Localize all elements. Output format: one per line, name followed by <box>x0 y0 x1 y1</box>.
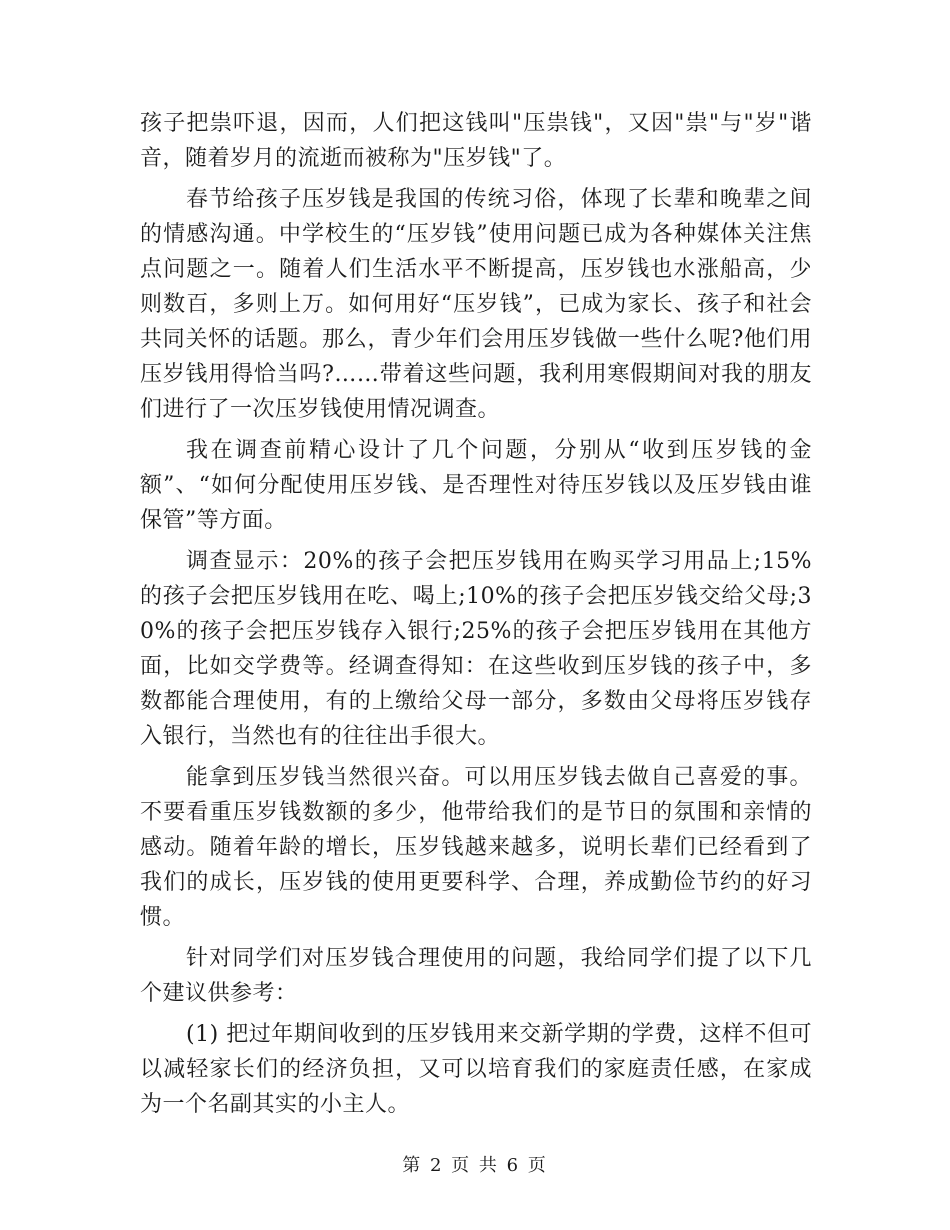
paragraph-6: 针对同学们对压岁钱合理使用的问题，我给同学们提了以下几个建议供参考： <box>140 946 812 1006</box>
paragraph-7: (1) 把过年期间收到的压岁钱用来交新学期的学费，这样不但可以减轻家长们的经济负担，又可以培育我们的家庭责任感，在家成为一个名副其实的小主人。 <box>140 1022 812 1117</box>
page-number-footer: 第 2 页 共 6 页 <box>402 1155 548 1176</box>
paragraph-3: 我在调查前精心设计了几个问题，分别从“收到压岁钱的金额”、“如何分配使用压岁钱、是否理性对待压岁钱以及压岁钱由谁保管”等方面。 <box>140 438 812 533</box>
paragraph-4: 调查显示：20%的孩子会把压岁钱用在购买学习用品上;15%的孩子会把压岁钱用在吃、喝上;10%的孩子会把压岁钱交给父母;30%的孩子会把压岁钱存入银行;25%的孩子会把压岁钱用在其他方面，比如交学费等。经调查得知：在这些收到压岁钱的孩子中，多数都能合理使用，有的上缴给父母一部分，多数由父母将压岁钱存入银行，当然也有的往往出手很大。 <box>140 549 812 749</box>
paragraph-1: 孩子把祟吓退，因而，人们把这钱叫"压祟钱"，又因"祟"与"岁"谐音，随着岁月的流逝而被称为"压岁钱"了。 <box>140 111 812 171</box>
document-body <box>140 106 812 1128</box>
paragraph-2: 春节给孩子压岁钱是我国的传统习俗，体现了长辈和晚辈之间的情感沟通。中学校生的“压岁钱”使用问题已成为各种媒体关注焦点问题之一。随着人们生活水平不断提高，压岁钱也水涨船高，少则数百，多则上万。如何用好“压岁钱”，已成为家长、孩子和社会共同关怀的话题。那么，青少年们会用压岁钱做一些什么呢?他们用压岁钱用得恰当吗?……带着这些问题，我利用寒假期间对我的朋友们进行了一次压岁钱使用情况调查。 <box>140 187 812 422</box>
paragraph-5: 能拿到压岁钱当然很兴奋。可以用压岁钱去做自己喜爱的事。不要看重压岁钱数额的多少，他带给我们的是节日的氛围和亲情的感动。随着年龄的增长，压岁钱越来越多，说明长辈们已经看到了我们的成长，压岁钱的使用更要科学、合理，养成勤俭节约的好习惯。 <box>140 765 812 930</box>
